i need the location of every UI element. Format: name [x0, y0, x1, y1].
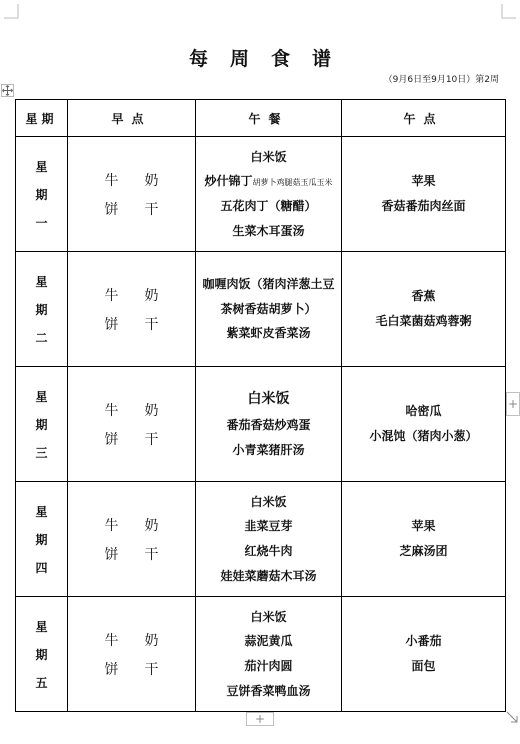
day-cell — [16, 137, 68, 252]
day-char: 期 — [35, 187, 48, 202]
breakfast-item: 牛奶 — [104, 632, 185, 649]
snack-cell — [342, 252, 506, 367]
lunch-item-text: 豆饼香菜鸭血汤 — [226, 683, 311, 698]
lunch-item-text: 炒什锦丁 — [204, 174, 253, 189]
day-char: 星 — [35, 504, 48, 519]
day-cell — [16, 597, 68, 712]
lunch-item-text: 白米饭 — [250, 494, 287, 509]
breakfast-cell — [68, 137, 196, 252]
snack-item: 苹果 — [411, 174, 436, 189]
lunch-item-text: 五花肉丁（糖醋） — [220, 199, 317, 213]
lunch-item-text: 娃娃菜蘑菇木耳汤 — [220, 568, 317, 583]
weekly-menu-table — [15, 99, 506, 712]
snack-item: 芝麻汤团 — [399, 544, 448, 558]
snack-item: 小番茄 — [405, 634, 442, 649]
lunch-item-text: 白米饭 — [250, 149, 287, 164]
lunch-item — [232, 441, 304, 460]
snack-item: 毛白菜菌菇鸡蓉粥 — [375, 314, 472, 328]
snack-item: 面包 — [411, 659, 436, 673]
breakfast-item: 饼干 — [104, 316, 185, 333]
lunch-cell — [196, 597, 342, 712]
table-row — [16, 367, 506, 482]
lunch-item — [248, 389, 290, 411]
lunch-item — [250, 148, 286, 167]
snack-item: 哈密瓜 — [405, 404, 442, 419]
day-char: 四 — [35, 560, 48, 575]
snack-cell — [342, 137, 506, 252]
day-char: 期 — [35, 647, 48, 662]
breakfast-item: 牛奶 — [104, 402, 185, 419]
breakfast-item: 牛奶 — [104, 172, 185, 189]
day-cell — [16, 367, 68, 482]
lunch-item — [232, 222, 304, 241]
day-char: 期 — [35, 417, 48, 432]
snack-item: 香蕉 — [411, 289, 436, 304]
lunch-item — [226, 416, 310, 435]
lunch-item-text: 红烧牛肉 — [244, 544, 293, 558]
lunch-item-text: 茶树香菇胡萝卜） — [220, 301, 317, 316]
breakfast-cell — [68, 252, 196, 367]
lunch-item-text: 小青菜猪肝汤 — [232, 442, 305, 457]
lunch-item — [244, 657, 292, 676]
add-column-button[interactable]: + — [506, 392, 520, 416]
lunch-cell — [196, 137, 342, 252]
day-char: 星 — [35, 159, 48, 174]
top-left-corner-mark — [4, 4, 22, 22]
breakfast-item: 牛奶 — [104, 517, 185, 534]
lunch-item-ingredients: 胡萝卜鸡腿菇玉瓜玉米 — [252, 178, 333, 188]
header-day: 星期 — [16, 100, 68, 137]
day-char: 期 — [35, 302, 48, 317]
breakfast-cell — [68, 367, 196, 482]
lunch-item — [244, 632, 292, 651]
day-char: 五 — [35, 675, 48, 690]
breakfast-item: 牛奶 — [104, 287, 185, 304]
breakfast-cell — [68, 597, 196, 712]
breakfast-item: 饼干 — [104, 661, 185, 678]
breakfast-item: 饼干 — [104, 201, 185, 218]
lunch-item-text: 蒜泥黄瓜 — [244, 634, 293, 649]
lunch-cell — [196, 482, 342, 597]
breakfast-cell — [68, 482, 196, 597]
lunch-item — [226, 324, 310, 343]
snack-cell — [342, 367, 506, 482]
breakfast-item: 饼干 — [104, 431, 185, 448]
snack-item: 香菇番茄肉丝面 — [381, 199, 466, 213]
lunch-item — [250, 608, 286, 627]
lunch-cell — [196, 252, 342, 367]
lunch-item-text: 白米饭 — [247, 390, 290, 407]
page-title: 每周食谱 — [188, 48, 353, 70]
day-char: 星 — [35, 274, 48, 289]
day-char: 星 — [35, 389, 48, 404]
top-right-corner-mark — [498, 4, 516, 22]
day-cell — [16, 252, 68, 367]
header-snack: 午点 — [342, 100, 506, 137]
lunch-cell — [196, 367, 342, 482]
lunch-item-text: 紫菜虾皮香菜汤 — [226, 326, 311, 341]
header-breakfast: 早点 — [68, 100, 196, 137]
lunch-item-text: 白米饭 — [250, 609, 287, 624]
lunch-item-text: 韭菜豆芽 — [244, 519, 293, 534]
breakfast-item: 饼干 — [104, 546, 185, 563]
table-row — [16, 137, 506, 252]
add-row-button[interactable]: + — [246, 712, 274, 726]
lunch-item-text: 咖喱肉饭（猪肉洋葱土豆 — [202, 277, 335, 292]
table-resize-icon[interactable] — [506, 711, 518, 723]
day-char: 二 — [35, 330, 48, 345]
header-row — [16, 100, 506, 137]
day-cell — [16, 482, 68, 597]
lunch-item — [204, 172, 332, 191]
lunch-item — [244, 517, 292, 536]
table-move-handle-icon[interactable] — [1, 84, 14, 97]
table-row — [16, 597, 506, 712]
header-lunch: 午餐 — [196, 100, 342, 137]
lunch-item — [220, 567, 316, 586]
week-range: （9月6日至9月10日）第2周 — [383, 75, 499, 85]
lunch-item — [250, 493, 286, 512]
table-row — [16, 252, 506, 367]
snack-item: 小混饨（猪肉小葱） — [369, 429, 478, 443]
lunch-item — [220, 300, 316, 319]
lunch-item-text: 茄汁肉圆 — [244, 659, 293, 673]
snack-cell — [342, 597, 506, 712]
lunch-item — [226, 682, 310, 701]
lunch-item — [244, 542, 292, 561]
snack-cell — [342, 482, 506, 597]
snack-item: 苹果 — [411, 519, 436, 534]
day-char: 星 — [35, 619, 48, 634]
day-char: 期 — [35, 532, 48, 547]
table-row — [16, 482, 506, 597]
lunch-item-text: 生菜木耳蛋汤 — [232, 223, 305, 238]
lunch-item — [220, 197, 316, 216]
lunch-item — [202, 275, 334, 294]
lunch-item-text: 番茄香菇炒鸡蛋 — [226, 418, 311, 433]
day-char: 三 — [35, 445, 48, 460]
day-char: 一 — [35, 215, 48, 230]
